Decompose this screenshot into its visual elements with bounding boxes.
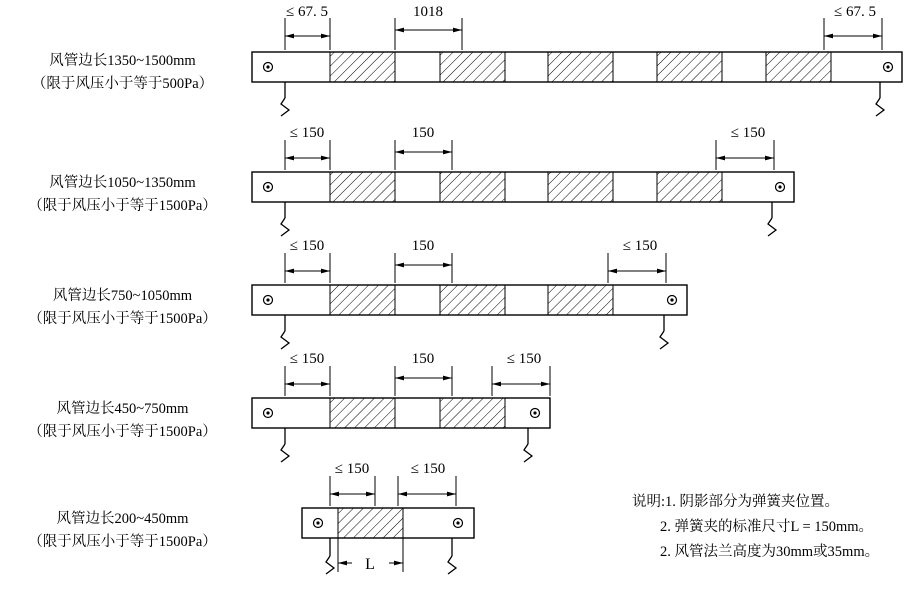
row-label-2-line1: 风管边长1050~1350mm <box>49 175 196 191</box>
row-1-clamp-5 <box>766 52 831 82</box>
row-1-dim-middle <box>395 4 462 50</box>
row-2-clamp-4 <box>657 172 722 202</box>
row-5-dim-left <box>330 461 375 506</box>
row-1-dim-left-text: ≤ 67. 5 <box>286 4 328 20</box>
row-5-dim-right-text: ≤ 150 <box>410 461 446 477</box>
row-2-dim-middle-text: 150 <box>411 125 435 141</box>
row-2-dim-right-text: ≤ 150 <box>730 125 766 141</box>
row-4-dim-middle <box>395 351 452 396</box>
row-5-dim-left-text: ≤ 150 <box>334 461 370 477</box>
row-1-dim-left <box>285 4 330 50</box>
row-4-drawing <box>252 351 550 462</box>
row-3-dim-right <box>608 238 666 283</box>
row-3-drawing <box>252 238 687 349</box>
row-4-dim-left-text: ≤ 150 <box>289 351 325 367</box>
row-3-dim-left-text: ≤ 150 <box>289 238 325 254</box>
row-2-dim-left-text: ≤ 150 <box>289 125 325 141</box>
row-label-5-line1: 风管边长200~450mm <box>56 511 189 527</box>
row-label-3-line1: 风管边长750~1050mm <box>52 288 193 304</box>
row-3-dim-right-text: ≤ 150 <box>622 238 658 254</box>
note-line-2: 2. 弹簧夹的标准尺寸L = 150mm。 <box>660 519 874 535</box>
row-5-support-left <box>326 538 334 574</box>
row-5-dim-L <box>338 538 403 573</box>
row-2-dim-left <box>285 125 330 170</box>
row-2-dim-right <box>716 125 774 170</box>
row-3-clamp-1 <box>330 285 395 315</box>
row-2-clamp-2 <box>440 172 505 202</box>
row-4-dim-right <box>492 351 550 396</box>
row-2-clamp-1 <box>330 172 395 202</box>
row-1-clamp-3 <box>548 52 613 82</box>
note-line-3: 2. 风管法兰高度为30mm或35mm。 <box>660 544 880 560</box>
row-1-clamp-1 <box>330 52 395 82</box>
row-4-clamp-2 <box>440 398 505 428</box>
row-1-dim-right-text: ≤ 67. 5 <box>834 4 876 20</box>
row-label-4-line2: （限于风压小于等于1500Pa） <box>28 424 217 440</box>
row-2-clamp-3 <box>548 172 613 202</box>
row-1-clamp-4 <box>657 52 722 82</box>
row-label-5-line2: （限于风压小于等于1500Pa） <box>28 534 217 550</box>
row-5-support-right <box>448 538 456 574</box>
row-1-dim-right <box>824 4 882 50</box>
row-2-drawing <box>252 125 794 236</box>
row-label-2-line2: （限于风压小于等于1500Pa） <box>28 198 217 214</box>
row-4-dim-middle-text: 150 <box>411 351 435 367</box>
row-4-dim-left <box>285 351 330 396</box>
row-3-dim-middle-text: 150 <box>411 238 435 254</box>
row-5-dim-right <box>398 461 456 506</box>
row-4-dim-right-text: ≤ 150 <box>506 351 542 367</box>
row-3-dim-middle <box>395 238 452 283</box>
row-2-dim-middle <box>395 125 452 170</box>
row-5-drawing <box>302 461 474 574</box>
row-2-support-right <box>768 202 776 236</box>
row-label-1-line2: （限于风压小于等于500Pa） <box>31 76 214 92</box>
row-5-clamp-1 <box>338 508 403 538</box>
row-3-support-left <box>281 315 289 349</box>
row-3-support-right <box>660 315 668 349</box>
row-4-support-left <box>281 428 289 462</box>
row-4-support-right <box>524 428 532 462</box>
row-1-drawing <box>252 4 902 116</box>
row-1-clamp-2 <box>440 52 505 82</box>
row-label-4-line1: 风管边长450~750mm <box>56 401 189 417</box>
note-line-1: 说明:1. 阴影部分为弹簧夹位置。 <box>632 494 840 510</box>
row-label-3-line2: （限于风压小于等于1500Pa） <box>28 311 217 327</box>
row-1-dim-middle-text: 1018 <box>413 4 443 20</box>
row-3-clamp-2 <box>440 285 505 315</box>
row-3-dim-left <box>285 238 330 283</box>
row-5-dim-L-text: L <box>365 556 375 573</box>
row-1-support-right <box>876 82 884 116</box>
row-2-support-left <box>281 202 289 236</box>
row-label-1-line1: 风管边长1350~1500mm <box>49 53 196 69</box>
row-1-support-left <box>281 82 289 116</box>
row-4-clamp-1 <box>330 398 395 428</box>
row-3-clamp-3 <box>548 285 613 315</box>
